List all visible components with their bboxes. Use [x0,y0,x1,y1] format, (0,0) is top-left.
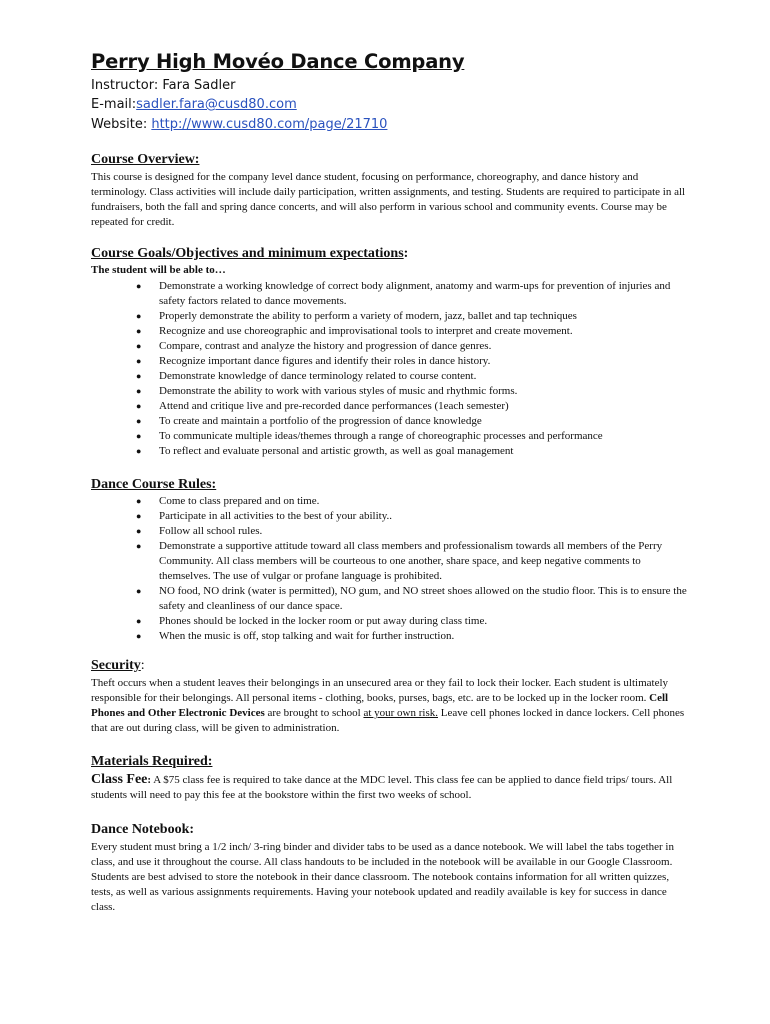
bullet-icon: ● [136,401,142,411]
page-title: Perry High Movéo Dance Company [91,50,465,73]
security-text-part: Leave cell phones locked in dance lockers. Cell phones that are out during class, will be given to administration. [91,707,685,734]
email-link[interactable]: sadler.fara@cusd80.com [136,97,297,112]
rules-list [91,494,691,644]
list-item [91,509,691,524]
bullet-icon: ● [136,416,142,426]
email-line [91,95,297,114]
goals-intro: The student will be able to… [91,264,226,276]
goals-list [91,279,691,459]
class-fee-paragraph [91,772,686,803]
overview-heading: Course Overview: [91,152,200,167]
security-text [91,676,686,736]
notebook-text [91,840,686,915]
materials-heading: Materials Required: [91,754,213,769]
bullet-icon: ● [136,281,142,291]
bullet-icon: ● [136,511,142,521]
list-item-text: Compare, contrast and analyze the history and progression of dance genres. [159,340,492,352]
bullet-icon: ● [136,631,142,641]
website-line [91,115,387,134]
list-item-text: Demonstrate a supportive attitude toward all class members and professionalism towards all members of the Perry Community. All class members will be courteous to one another, share space, and keep negative comments to themselves. The use of vulgar or profane language is prohibited. [159,540,663,582]
bullet-icon: ● [136,326,142,336]
goals-heading-suffix: : [403,246,409,261]
bullet-icon: ● [136,311,142,321]
rules-heading: Dance Course Rules: [91,477,217,492]
website-link[interactable]: http://www.cusd80.com/page/21710 [151,117,388,132]
email-label: E-mail: [91,97,137,112]
bullet-icon: ● [136,371,142,381]
list-item-text: Demonstrate the ability to work with various styles of music and rhythmic forms. [159,385,518,397]
list-item [91,369,691,384]
bullet-icon: ● [136,356,142,366]
list-item [91,339,691,354]
security-text-part: are brought to school [264,707,364,719]
website-label: Website: [91,117,152,132]
list-item [91,309,691,324]
class-fee-label: Class Fee [91,772,148,787]
list-item-text: When the music is off, stop talking and wait for further instruction. [159,630,455,642]
bullet-icon: ● [136,446,142,456]
list-item-text: Properly demonstrate the ability to perform a variety of modern, jazz, ballet and tap techniques [159,310,577,322]
goals-heading [91,246,408,262]
list-item [91,524,691,539]
instructor-line: Instructor: Fara Sadler [91,78,236,93]
list-item [91,629,691,644]
notebook-paragraph: Every student must bring a 1/2 inch/ 3-ring binder and divider tabs to be used as a dance notebook. We will label the tabs together in class, and use it throughout the course. All class handouts to be included in the notebook will be available in our Google Classroom. Students are best advised to store the notebook in their dance classroom. The notebook contains information for all written quizzes, tests, as well as various assignments requirements. Having your notebook updated and readily available is key for success in dance class. [91,841,674,913]
overview-text [91,170,686,230]
list-item [91,279,691,309]
list-item-text: Demonstrate knowledge of dance terminology related to course content. [159,370,477,382]
list-item [91,324,691,339]
security-heading [91,658,145,674]
list-item-text: Participate in all activities to the best of your ability.. [159,510,392,522]
list-item-text: Come to class prepared and on time. [159,495,320,507]
list-item-text: To reflect and evaluate personal and artistic growth, as well as goal management [159,445,514,457]
list-item [91,414,691,429]
goals-heading-text: Course Goals/Objectives and minimum expectations [91,246,404,261]
bullet-icon: ● [136,541,142,551]
materials-text [91,772,686,803]
bullet-icon: ● [136,496,142,506]
list-item-text: To create and maintain a portfolio of the progression of dance knowledge [159,415,482,427]
list-item-text: Recognize important dance figures and identify their roles in dance history. [159,355,491,367]
security-text-underline: at your own risk. [363,707,438,719]
notebook-heading: Dance Notebook: [91,822,195,837]
security-text-part: Theft occurs when a student leaves their belongings in an unsecured area or they fail to lock their locker. Each student is ultimately responsible for their belongings. All personal items - clothing, books, purses, bags, etc. are to be locked up in the locker room. [91,677,669,704]
bullet-icon: ● [136,526,142,536]
list-item [91,614,691,629]
list-item-text: Attend and critique live and pre-recorded dance performances (1each semester) [159,400,509,412]
list-item-text: Recognize and use choreographic and improvisational tools to interpret and create movement. [159,325,573,337]
security-text-bold: Cell Phones and Other Electronic Devices [91,692,669,719]
list-item [91,399,691,414]
class-fee-colon: : [147,774,152,786]
list-item [91,584,691,614]
list-item-text: Follow all school rules. [159,525,263,537]
list-item [91,539,691,584]
list-item [91,384,691,399]
bullet-icon: ● [136,431,142,441]
overview-paragraph: This course is designed for the company level dance student, focusing on performance, choreography, and dance history and terminology. Class activities will include daily participation, written assignments, and testing. Students are required to participate in all fundraisers, both the fall and spring dance concerts, and will also perform in various school and community events. Course may be repeated for credit. [91,171,686,228]
list-item-text: Demonstrate a working knowledge of correct body alignment, anatomy and warm-ups for prevention of injuries and safety factors related to dance movements. [159,280,671,307]
list-item [91,444,691,459]
class-fee-text: A $75 class fee is required to take dance at the MDC level. This class fee can be applied to dance field trips/ tours. All students will need to pay this fee at the bookstore within the first two weeks of school. [91,774,673,801]
list-item-text: NO food, NO drink (water is permitted), NO gum, and NO street shoes allowed on the studio floor. This is to ensure the safety and cleanliness of our dance space. [159,585,687,612]
list-item [91,354,691,369]
security-paragraph [91,676,686,736]
list-item-text: Phones should be locked in the locker room or put away during class time. [159,615,488,627]
security-heading-text: Security [91,658,141,673]
security-heading-suffix: : [140,658,145,673]
list-item [91,494,691,509]
bullet-icon: ● [136,341,142,351]
bullet-icon: ● [136,386,142,396]
bullet-icon: ● [136,586,142,596]
bullet-icon: ● [136,616,142,626]
list-item-text: To communicate multiple ideas/themes through a range of choreographic processes and performance [159,430,603,442]
list-item [91,429,691,444]
